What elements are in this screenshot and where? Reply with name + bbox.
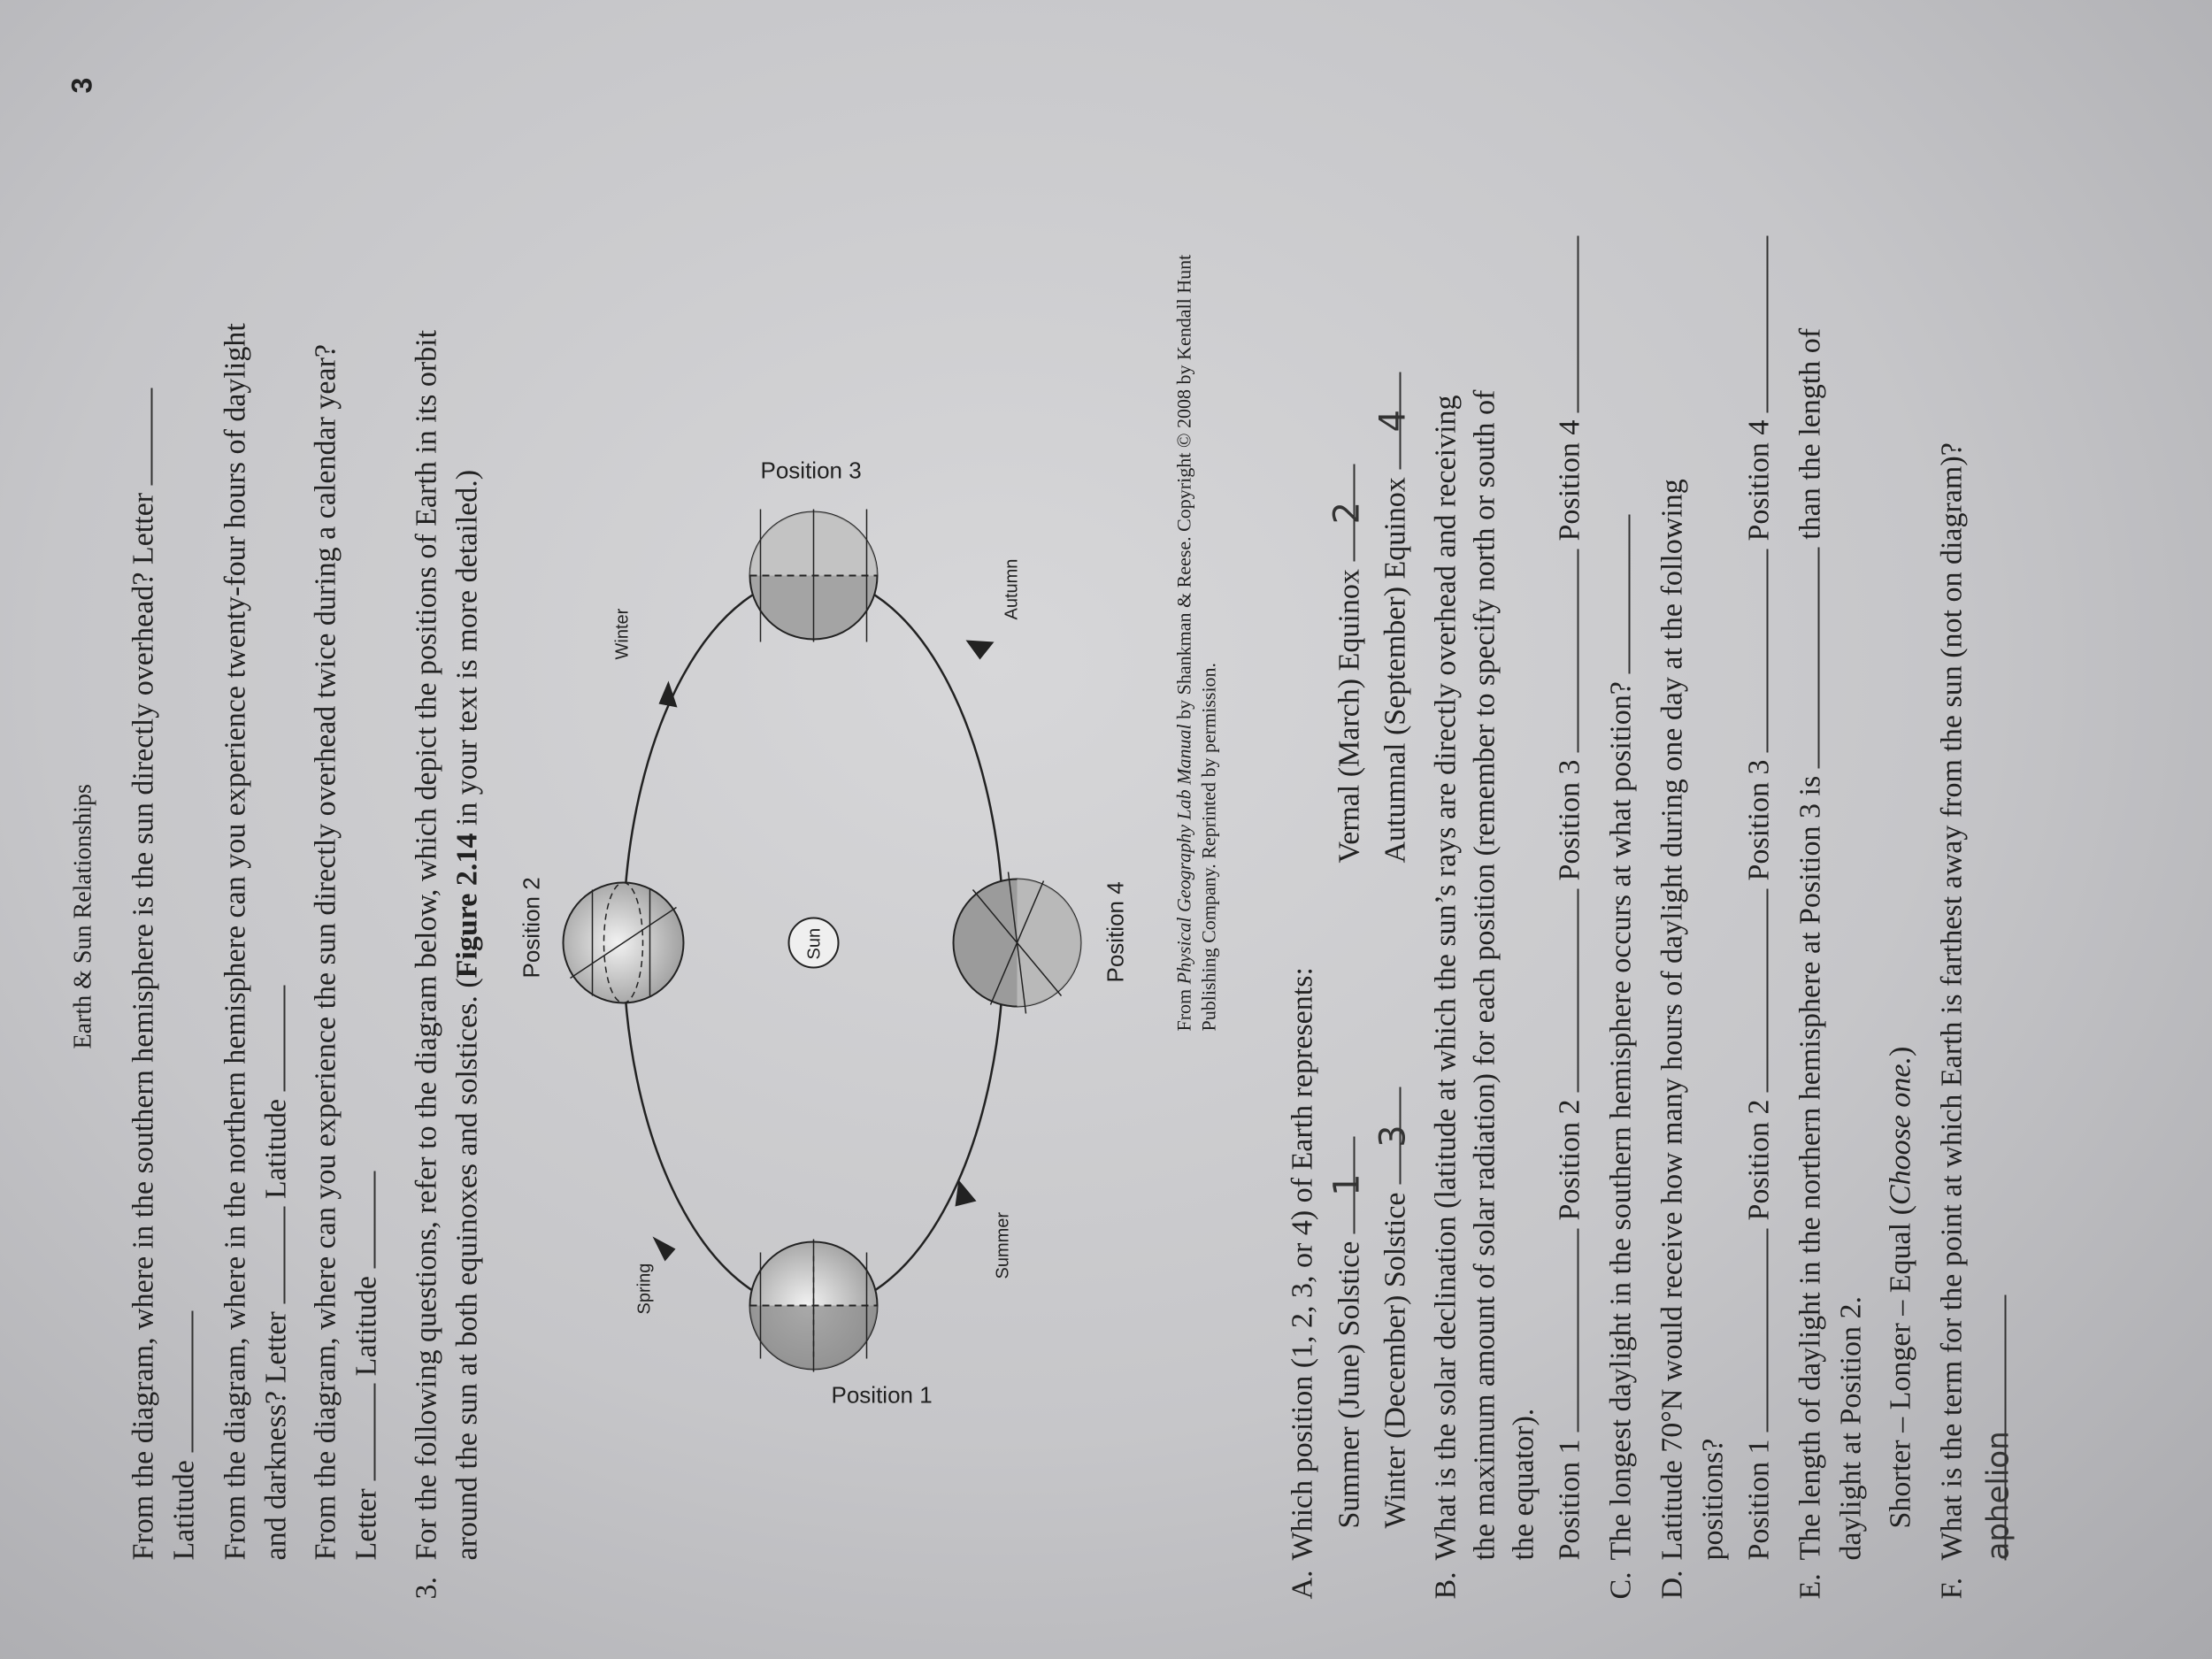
partC-label: C.: [1604, 1571, 1638, 1600]
credit-line2: Publishing Company. Reprinted by permission.: [1197, 662, 1220, 1032]
credit-line1: From Physical Geography Lab Manual by Shankman & Reese. Copyright © 2008 by Kendall Hunt: [1172, 254, 1195, 1032]
earth-position-4: [954, 872, 1081, 1014]
partB-positions: Position 1 Position 2 Position 3 Position 4: [1550, 235, 1591, 1560]
partA-vernal: Vernal (March) Equinox 2: [1327, 465, 1371, 864]
partC-text: The longest daylight in the southern hemisphere occurs at what position?: [1601, 515, 1642, 1561]
earth-position-2: [564, 883, 684, 1003]
partA-label: A.: [1286, 1570, 1319, 1600]
question-south: From the diagram, where in the southern hemisphere is the sun directly overhead? Letter: [124, 388, 165, 1560]
orbit-arrow-spring: [653, 1237, 676, 1262]
season-autumn: Autumn: [1002, 558, 1022, 620]
partE-label: E.: [1793, 1573, 1827, 1600]
label-position-3: Position 3: [760, 457, 862, 484]
partD-line2: positions?: [1696, 1438, 1730, 1561]
earth-position-3: [750, 510, 878, 642]
partE-line2: daylight at Position 2.: [1834, 1296, 1868, 1561]
question3-number: 3.: [410, 1577, 443, 1600]
answer-autumnal: 4: [1372, 410, 1414, 433]
partE-choices: Shorter – Longer – Equal (Choose one.): [1884, 1046, 1917, 1529]
partF-text: What is the term for the point at which Earth is farthest away from the sun (not on diagram)?: [1935, 442, 1969, 1561]
partB-line1: What is the solar declination (latitude at which the sun’s rays are directly overhead and receiving: [1429, 395, 1463, 1561]
partA-winter: Winter (December) Solstice 3: [1373, 1087, 1417, 1529]
question3-line1: For the following questions, refer to the diagram below, which depict the positions of Earth in its orbit: [410, 329, 443, 1561]
partA-prompt: Which position (1, 2, 3, or 4) of Earth represents:: [1286, 967, 1319, 1561]
answer-aphelion: aphelion: [1980, 1431, 2016, 1561]
partD-label: D.: [1655, 1570, 1689, 1600]
earth-position-1: [750, 1240, 878, 1372]
orbit-arrow-autumn: [966, 641, 995, 660]
partA-summer: Summer (June) Solstice 1: [1327, 1136, 1371, 1528]
sun-label: Sun: [804, 927, 825, 960]
page-number: 3: [65, 77, 98, 94]
question-twice-line1: From the diagram, where can you experience the sun directly overhead twice during a calendar year?: [309, 344, 342, 1561]
orbit-arrow-summer: [956, 1180, 977, 1207]
question-south-latitude: Latitude: [165, 1311, 205, 1561]
partD-positions: Position 1 Position 2 Position 3 Position 4: [1740, 235, 1780, 1560]
answer-summer: 1: [1326, 1173, 1368, 1196]
page-header-title: Earth & Sun Relationships: [69, 784, 97, 1049]
partB-line2: the maximum amount of solar radiation) for each position (remember to specify north or south of: [1468, 389, 1502, 1561]
question-north-line1: From the diagram, where in the northern hemisphere can you experience twenty-four hours of daylight: [219, 323, 252, 1561]
question3-line2: around the sun at both equinoxes and solstices. (Figure 2.14 in your text is more detailed.): [450, 469, 484, 1561]
partA-autumnal: Autumnal (September) Equinox 4: [1373, 373, 1417, 864]
answer-winter: 3: [1372, 1125, 1414, 1148]
label-position-4: Position 4: [1102, 881, 1129, 983]
sun: [789, 918, 839, 968]
label-position-1: Position 1: [831, 1381, 933, 1409]
partD-line1: Latitude 70°N would receive how many hours of daylight during one day at the following: [1655, 479, 1689, 1561]
partF-label: F.: [1935, 1577, 1969, 1600]
label-position-2: Position 2: [518, 877, 545, 979]
answer-vernal: 2: [1326, 501, 1368, 525]
season-spring: Spring: [634, 1263, 655, 1315]
question-twice-line2: Letter Latitude: [347, 1171, 388, 1561]
season-winter: Winter: [612, 608, 633, 660]
worksheet-page: [0, 1, 2212, 1659]
partB-label: B.: [1429, 1571, 1463, 1600]
partF-answer-line: [1978, 1295, 2020, 1561]
partB-line3: the equator).: [1507, 1408, 1540, 1561]
partE-line1: The length of daylight in the northern hemisphere at Position 3 is than the length of: [1791, 328, 1832, 1561]
question-north-line2: and darkness? Letter Latitude: [257, 985, 297, 1560]
orbit-diagram: [495, 288, 1168, 1439]
season-summer: Summer: [993, 1211, 1013, 1279]
